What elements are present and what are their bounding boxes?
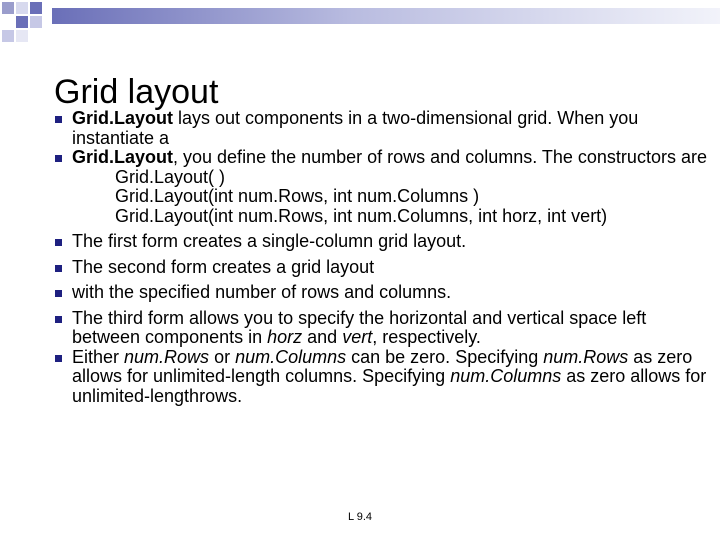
bullet-square-icon (55, 239, 62, 246)
bullet-second-form (48, 258, 708, 278)
header-gradient-bar (52, 8, 720, 24)
bullet-zero-values (48, 348, 708, 407)
header-decoration (0, 0, 720, 60)
term-numcolumns: num.Columns (450, 366, 562, 386)
bullet-text: , you define the number of rows and columns. The constructors are (173, 147, 707, 167)
bullet-third-form (48, 309, 708, 348)
deco-square (30, 16, 42, 28)
term-numrows: num.Rows (543, 346, 629, 367)
bullet-gridlayout-intro (48, 109, 708, 148)
bullet-text: or (209, 346, 236, 367)
term-horz: horz (267, 327, 303, 347)
slide-body (48, 109, 708, 406)
slide-title: Grid layout (54, 73, 219, 111)
deco-square (16, 16, 28, 28)
bullet-constructors (48, 148, 708, 168)
deco-square (16, 30, 28, 42)
term-numrows: num.Rows (124, 346, 210, 367)
term-vert: vert (342, 327, 373, 347)
deco-square (30, 2, 42, 14)
bullet-text: The first form creates a single-column grid layout. (72, 231, 467, 251)
bullet-text: and (302, 327, 343, 347)
deco-square (2, 30, 14, 42)
bullet-rows-columns (48, 283, 708, 303)
term-numcolumns: num.Columns (235, 346, 347, 367)
bullet-square-icon (55, 116, 62, 123)
bullet-square-icon (55, 355, 62, 362)
bullet-first-form (48, 232, 708, 252)
bullet-text: The third form allows you to specify the horizontal and vertical space left between components in (72, 307, 647, 347)
constructor-line: Grid.Layout( ) (115, 166, 226, 187)
bullet-text: as zero allows for unlimited-lengthrows. (72, 366, 707, 406)
bullet-square-icon (55, 265, 62, 272)
keyword-gridlayout: Grid.Layout (72, 108, 174, 128)
deco-square (16, 2, 28, 14)
bullet-text: The second form creates a grid layout (72, 256, 375, 277)
bullet-text: can be zero. Specifying (346, 346, 544, 367)
constructor-line: Grid.Layout(int num.Rows, int num.Columns ) (115, 186, 480, 206)
bullet-square-icon (55, 155, 62, 162)
bullet-text: , respectively. (372, 327, 481, 347)
bullet-text: as zero allows for unlimited-length columns. Specifying (72, 346, 693, 386)
deco-square (2, 2, 14, 14)
keyword-gridlayout: Grid.Layout (72, 147, 174, 167)
constructor-line: Grid.Layout(int num.Rows, int num.Columns, int horz, int vert) (115, 205, 608, 226)
slide-footer: L 9.4 (347, 511, 373, 523)
bullet-square-icon (55, 290, 62, 297)
bullet-square-icon (55, 316, 62, 323)
bullet-text: Either (72, 346, 125, 367)
bullet-text: lays out components in a two-dimensional grid. When you instantiate a (72, 108, 639, 148)
bullet-text: with the specified number of rows and columns. (72, 282, 452, 302)
